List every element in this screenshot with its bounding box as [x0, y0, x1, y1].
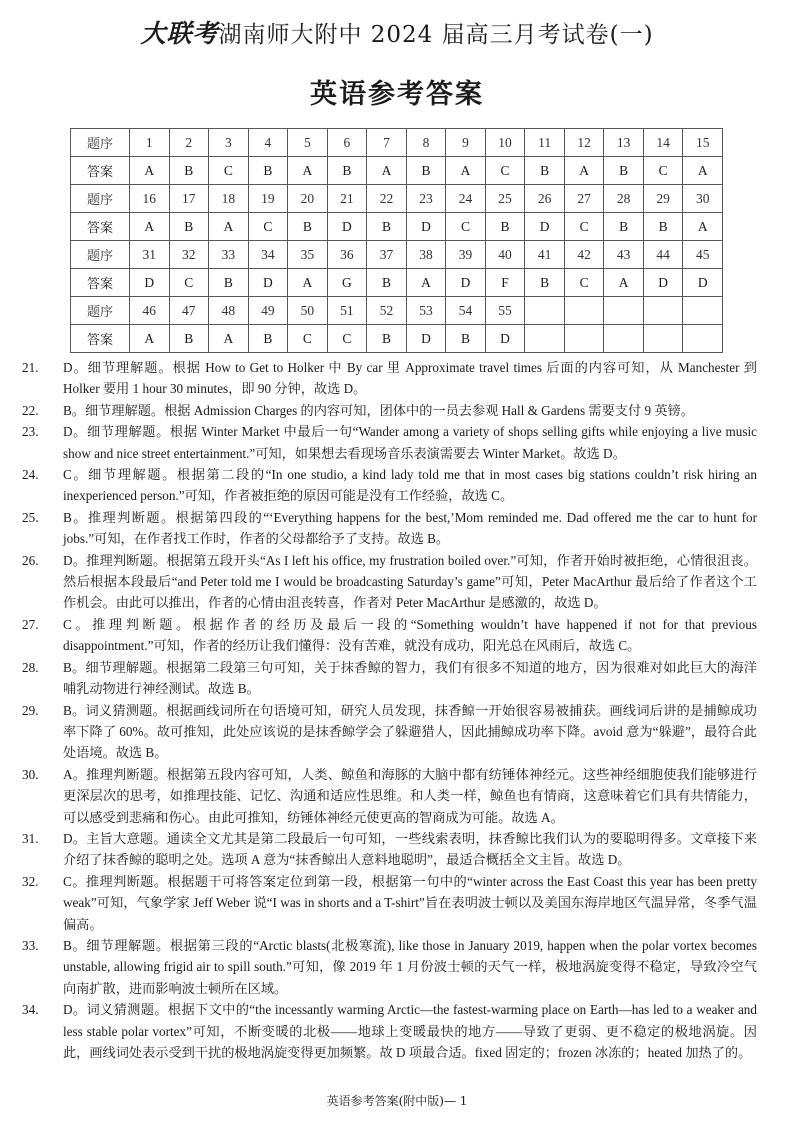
- question-number-cell: [564, 297, 604, 325]
- question-number: 34.: [22, 1002, 39, 1018]
- row-label: 答案: [71, 325, 130, 353]
- answer-cell: D: [446, 269, 486, 297]
- answer-cell: C: [327, 325, 367, 353]
- question-number-cell: 26: [525, 185, 565, 213]
- answer-cell: B: [604, 213, 644, 241]
- question-number-cell: 1: [130, 129, 170, 157]
- answer-cell: [643, 325, 683, 353]
- question-number-cell: 5: [288, 129, 328, 157]
- explanation-item: [22, 999, 757, 1063]
- question-number-cell: 37: [367, 241, 407, 269]
- question-number-cell: 31: [130, 241, 170, 269]
- question-number-cell: 20: [288, 185, 328, 213]
- explanation-item: [22, 764, 757, 828]
- question-number-cell: 54: [446, 297, 486, 325]
- question-number: 23.: [22, 424, 39, 440]
- question-number-cell: 29: [643, 185, 683, 213]
- page-title: 英语参考答案: [310, 79, 484, 110]
- question-number: 24.: [22, 467, 39, 483]
- answer-row: [71, 213, 723, 241]
- answer-cell: A: [564, 157, 604, 185]
- question-number-cell: 9: [446, 129, 486, 157]
- answer-cell: A: [130, 213, 170, 241]
- explanation-item: [22, 400, 757, 421]
- question-number-cell: 10: [485, 129, 525, 157]
- exam-title: 湖南师大附中 2024 届高三月考试卷(一): [218, 22, 654, 48]
- explanation-item: [22, 421, 757, 464]
- question-number: 27.: [22, 616, 39, 632]
- answer-cell: D: [485, 325, 525, 353]
- question-number-cell: 22: [367, 185, 407, 213]
- explanation-item: [22, 614, 757, 657]
- question-number-cell: [643, 297, 683, 325]
- question-number: 32.: [22, 873, 39, 889]
- question-number: 22.: [22, 402, 39, 418]
- row-label: 题序: [71, 297, 130, 325]
- question-number-cell: 21: [327, 185, 367, 213]
- answer-cell: A: [367, 157, 407, 185]
- question-number-cell: 36: [327, 241, 367, 269]
- answer-cell: G: [327, 269, 367, 297]
- question-number-cell: 53: [406, 297, 446, 325]
- explanation-item: [22, 507, 757, 550]
- answer-cell: D: [525, 213, 565, 241]
- question-number-cell: 23: [406, 185, 446, 213]
- brand-logo-text: 大联考: [140, 19, 219, 48]
- answer-cell: B: [643, 213, 683, 241]
- question-number: 21.: [22, 360, 39, 375]
- answer-cell: B: [169, 325, 209, 353]
- answer-cell: C: [209, 157, 249, 185]
- answer-cell: B: [248, 157, 288, 185]
- question-number-cell: 7: [367, 129, 407, 157]
- question-number: 26.: [22, 552, 39, 568]
- answer-cell: C: [564, 269, 604, 297]
- question-number: 25.: [22, 509, 39, 525]
- answer-cell: B: [248, 325, 288, 353]
- answer-cell: B: [604, 157, 644, 185]
- answer-cell: C: [446, 213, 486, 241]
- question-number-cell: 11: [525, 129, 565, 157]
- question-number-cell: 52: [367, 297, 407, 325]
- answer-cell: A: [604, 269, 644, 297]
- row-label: 答案: [71, 213, 130, 241]
- explanation-item: [22, 700, 757, 764]
- question-number-cell: 41: [525, 241, 565, 269]
- answer-cell: [683, 325, 723, 353]
- question-number-cell: 16: [130, 185, 170, 213]
- explanation-text: B。词义猜测题。根据画线词所在句语境可知，研究人员发现，抹香鲸一开始很容易被捕获。画线词后讲的是捕鲸成功率下降了 60%。故可推知，此处应该说的是抹香鲸学会了躲避猎人，因此捕鲸成功率下降。avoid 意为“躲避”，最符合此处语境。故选 B。: [63, 702, 757, 761]
- answer-cell: C: [485, 157, 525, 185]
- question-number-cell: 6: [327, 129, 367, 157]
- answer-cell: B: [525, 157, 565, 185]
- answer-cell: B: [446, 325, 486, 353]
- question-number-cell: 2: [169, 129, 209, 157]
- answer-cell: B: [169, 157, 209, 185]
- answer-cell: C: [248, 213, 288, 241]
- answer-cell: D: [683, 269, 723, 297]
- answer-cell: C: [169, 269, 209, 297]
- answer-cell: D: [248, 269, 288, 297]
- answer-cell: B: [327, 157, 367, 185]
- answer-cell: A: [406, 269, 446, 297]
- question-number-cell: 28: [604, 185, 644, 213]
- question-number: 28.: [22, 659, 39, 675]
- row-label: 答案: [71, 157, 130, 185]
- answer-cell: B: [367, 213, 407, 241]
- question-number-cell: 24: [446, 185, 486, 213]
- explanation-text: D。词义猜测题。根据下文中的“the incessantly warming Arctic—the fastest-warming place on Earth—has led to a weaker and less stable polar vortex”可知，不断变暖的北极——地球上变暖最快的地方——导致了更弱、更不稳定的极地涡旋。因此，画线词处表示受到干扰的极地涡旋变得更加频繁。故 D 项最合适。fixed 固定的；frozen 冰冻的；heated 加热了的。: [63, 1002, 757, 1060]
- answer-cell: D: [130, 269, 170, 297]
- explanation-item: [22, 871, 757, 935]
- exam-header: [0, 14, 794, 50]
- explanations: [22, 357, 757, 1063]
- answer-cell: A: [130, 325, 170, 353]
- answer-cell: D: [406, 213, 446, 241]
- explanation-item: [22, 550, 757, 614]
- question-number-cell: 25: [485, 185, 525, 213]
- answer-cell: D: [406, 325, 446, 353]
- answer-cell: A: [209, 213, 249, 241]
- question-number-cell: 15: [683, 129, 723, 157]
- answer-cell: B: [525, 269, 565, 297]
- answer-row: [71, 269, 723, 297]
- question-number-cell: 44: [643, 241, 683, 269]
- number-row: [71, 185, 723, 213]
- answer-cell: A: [446, 157, 486, 185]
- question-number-cell: 43: [604, 241, 644, 269]
- answer-cell: [525, 325, 565, 353]
- explanation-text: A。推理判断题。根据第五段内容可知，人类、鲸鱼和海豚的大脑中都有纺锤体神经元。这些神经细胞使我们能够进行更深层次的思考，如推理技能、记忆、沟通和适应性思维。和人类一样，鲸鱼也有情商，这意味着它们具有共情能力，可以感受到悲痛和伤心。由此可推知，纺锤体神经元使更高的智商成为可能。故选 A。: [63, 766, 757, 825]
- question-number-cell: 3: [209, 129, 249, 157]
- question-number-cell: 38: [406, 241, 446, 269]
- question-number-cell: 35: [288, 241, 328, 269]
- question-number-cell: 50: [288, 297, 328, 325]
- answer-cell: B: [406, 157, 446, 185]
- question-number: 30.: [22, 766, 39, 782]
- answer-cell: D: [327, 213, 367, 241]
- answer-table: [70, 128, 723, 353]
- explanation-item: [22, 464, 757, 507]
- answer-cell: A: [683, 157, 723, 185]
- question-number-cell: 47: [169, 297, 209, 325]
- explanation-item: [22, 657, 757, 700]
- question-number-cell: 12: [564, 129, 604, 157]
- question-number-cell: 40: [485, 241, 525, 269]
- explanation-text: D。主旨大意题。通读全文尤其是第二段最后一句可知，一些线索表明，抹香鲸比我们认为的要聪明得多。文章接下来介绍了抹香鲸的聪明之处。选项 A 意为“抹香鲸出人意料地聪明”，最适合概括全文主旨。故选 D。: [63, 830, 757, 868]
- question-number-cell: [525, 297, 565, 325]
- question-number-cell: 55: [485, 297, 525, 325]
- number-row: [71, 241, 723, 269]
- question-number: 29.: [22, 702, 39, 718]
- explanation-text: B。细节理解题。根据第三段的“Arctic blasts(北极寒流), like those in January 2019, happen when the polar vortex becomes unstable, allowing frigid air to spill south.”可知，像 2019 年 1 月份波士顿的天气一样，极地涡旋变得不稳定，导致冷空气向南扩散，进而影响波士顿所在区域。: [63, 937, 757, 996]
- answer-cell: A: [288, 269, 328, 297]
- question-number-cell: 17: [169, 185, 209, 213]
- answer-row: [71, 157, 723, 185]
- question-number-cell: 18: [209, 185, 249, 213]
- answer-cell: B: [367, 269, 407, 297]
- explanation-text: C。推理判断题。根据题干可将答案定位到第一段，根据第一句中的“winter across the East Coast this year has been pretty weak”可知，气象学家 Jeff Weber 说“I was in shorts and a T-shirt”旨在表明波士顿以及美国东海岸地区气温异常，冬季气温偏高。: [63, 873, 757, 932]
- answer-cell: A: [683, 213, 723, 241]
- answer-cell: D: [643, 269, 683, 297]
- explanation-text: B。推理判断题。根据第四段的“‘Everything happens for the best,’Mom reminded me. Dad offered me the car to hunt for jobs.”可知，在作者找工作时，作者的父母都给予了支持。故选 B。: [63, 509, 757, 547]
- explanation-item: [22, 935, 757, 999]
- row-label: 题序: [71, 185, 130, 213]
- answer-cell: B: [209, 269, 249, 297]
- question-number-cell: 51: [327, 297, 367, 325]
- answer-cell: C: [288, 325, 328, 353]
- question-number-cell: 45: [683, 241, 723, 269]
- answer-cell: [564, 325, 604, 353]
- answer-cell: C: [643, 157, 683, 185]
- answer-cell: F: [485, 269, 525, 297]
- explanation-item: [22, 357, 757, 400]
- explanation-text: D。细节理解题。根据 Winter Market 中最后一句“Wander among a variety of shops selling gifts while enjoying a live music show and nice street entertainment.”可知，如果想去看现场音乐表演需要去 Winter Market。故选 D。: [63, 424, 757, 461]
- question-number-cell: 14: [643, 129, 683, 157]
- answer-cell: C: [564, 213, 604, 241]
- question-number-cell: 39: [446, 241, 486, 269]
- explanation-text: D。细节理解题。根据 How to Get to Holker 中 By car 里 Approximate travel times 后面的内容可知，从 Manchester 到 Holker 要用 1 hour 30 minutes，即 90 分钟，故选 D。: [63, 360, 757, 397]
- answer-cell: B: [485, 213, 525, 241]
- row-label: 答案: [71, 269, 130, 297]
- question-number: 31.: [22, 830, 39, 846]
- explanation-text: D。推理判断题。根据第五段开头“As I left his office, my frustration boiled over.”可知，作者开始时被拒绝，心情很沮丧。然后根据本段最后“and Peter told me I would be broadcasting Saturday’s game”可知，Peter MacArthur 最后给了作者这个工作机会。由此可以推出，作者的心情由沮丧转喜，作者对 Peter MacArthur 是感激的，故选 D。: [63, 552, 757, 611]
- row-label: 题序: [71, 241, 130, 269]
- question-number-cell: 13: [604, 129, 644, 157]
- question-number-cell: 30: [683, 185, 723, 213]
- explanation-text: C。细节理解题。根据第二段的“In one studio, a kind lady told me that in most cases big stations couldn’t risk hiring an inexperienced person.”可知，作者被拒绝的原因可能是没有工作经验，故选 C。: [63, 467, 757, 504]
- question-number: 33.: [22, 937, 39, 953]
- answer-cell: A: [130, 157, 170, 185]
- answer-row: [71, 325, 723, 353]
- question-number-cell: 48: [209, 297, 249, 325]
- question-number-cell: 27: [564, 185, 604, 213]
- number-row: [71, 297, 723, 325]
- page-footer: 英语参考答案(附中版)— 1: [326, 1094, 468, 1108]
- question-number-cell: 49: [248, 297, 288, 325]
- question-number-cell: [604, 297, 644, 325]
- answer-cell: B: [288, 213, 328, 241]
- question-number-cell: [683, 297, 723, 325]
- question-number-cell: 34: [248, 241, 288, 269]
- explanation-item: [22, 828, 757, 871]
- explanation-text: C。推理判断题。根据作者的经历及最后一段的“Something wouldn’t have happened if not for that previous disappointment.”可知，作者的经历让我们懂得：没有苦难，就没有成功，阳光总在风雨后，故选 C。: [63, 616, 757, 654]
- answer-cell: A: [209, 325, 249, 353]
- answer-cell: B: [169, 213, 209, 241]
- question-number-cell: 42: [564, 241, 604, 269]
- question-number-cell: 19: [248, 185, 288, 213]
- explanation-text: B。细节理解题。根据第二段第三句可知，关于抹香鲸的智力，我们有很多不知道的地方，因为很难对如此巨大的海洋哺乳动物进行神经测试。故选 B。: [63, 659, 757, 697]
- explanation-text: B。细节理解题。根据 Admission Charges 的内容可知，团体中的一员去参观 Hall & Gardens 需要支付 9 英镑。: [63, 402, 694, 418]
- question-number-cell: 4: [248, 129, 288, 157]
- row-label: 题序: [71, 129, 130, 157]
- question-number-cell: 33: [209, 241, 249, 269]
- answer-cell: A: [288, 157, 328, 185]
- question-number-cell: 32: [169, 241, 209, 269]
- question-number-cell: 8: [406, 129, 446, 157]
- number-row: [71, 129, 723, 157]
- answer-cell: [604, 325, 644, 353]
- answer-cell: B: [367, 325, 407, 353]
- question-number-cell: 46: [130, 297, 170, 325]
